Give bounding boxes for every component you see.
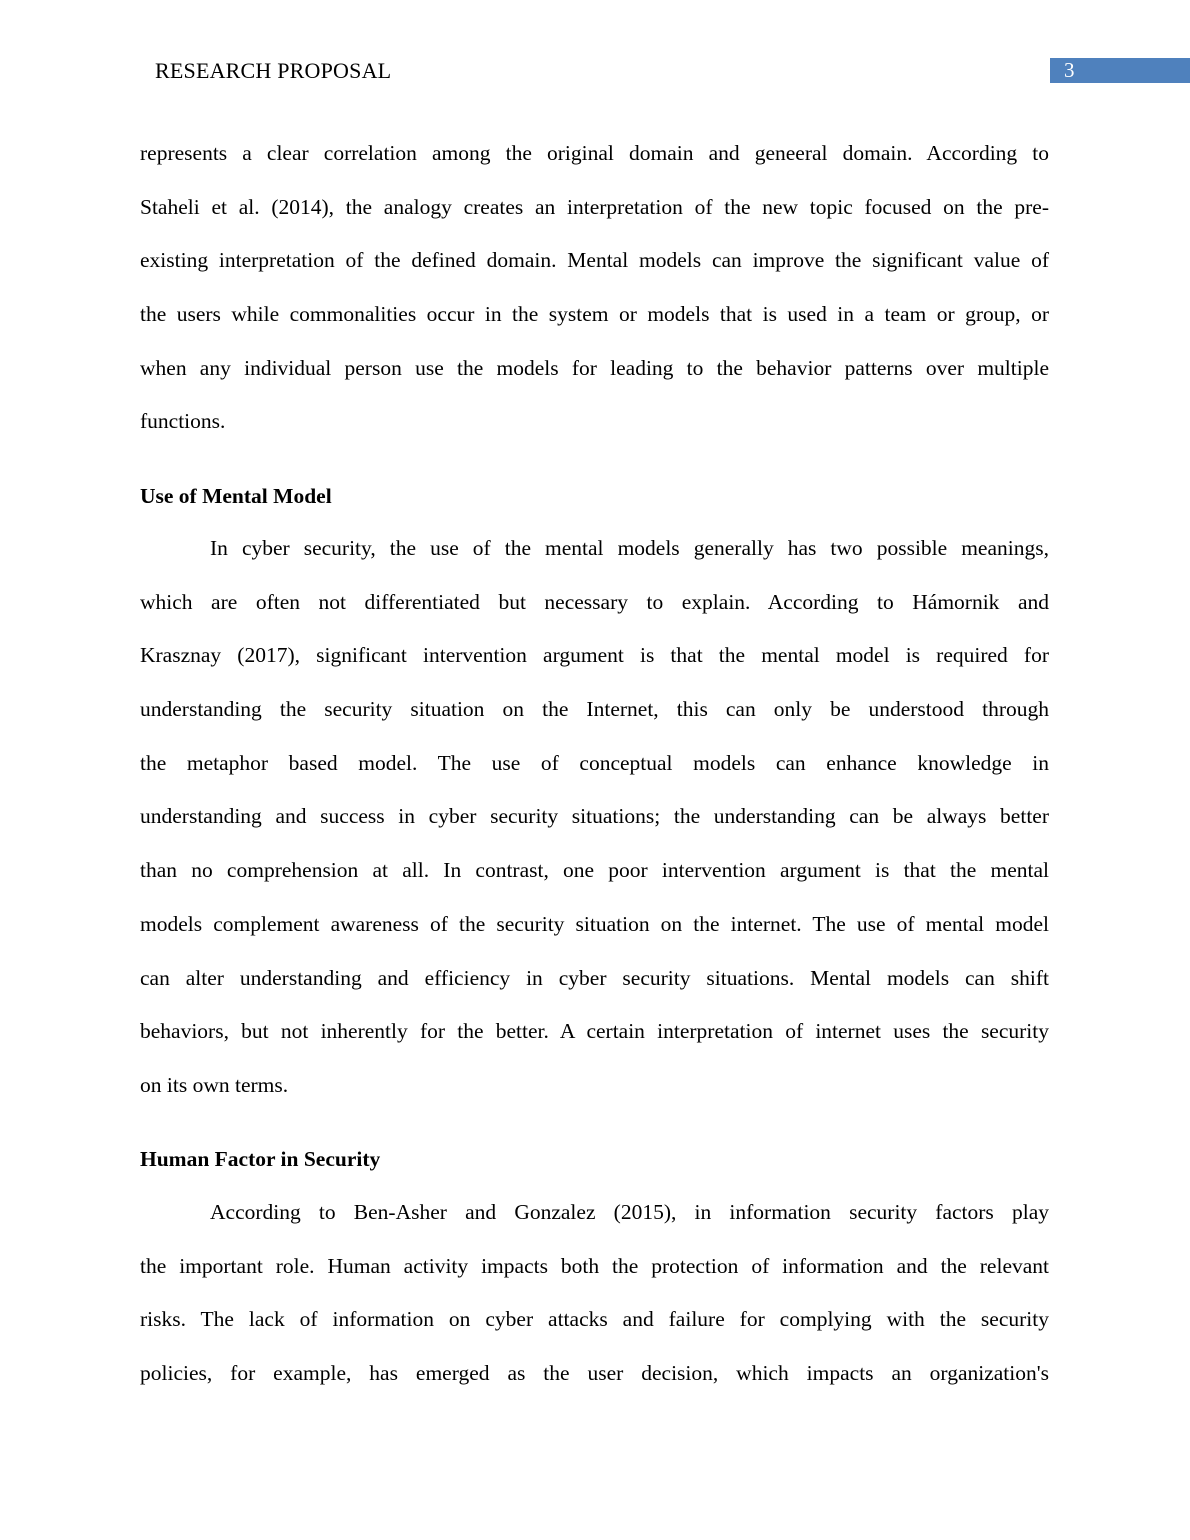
paragraph-1 xyxy=(140,127,1049,449)
text-line: risks. The lack of information on cyber attacks and failure for complying with the security xyxy=(140,1307,1049,1332)
section-heading-human-factor: Human Factor in Security xyxy=(140,1147,381,1171)
text-line: functions. xyxy=(140,409,226,434)
running-head: RESEARCH PROPOSAL xyxy=(155,58,392,83)
text-line: the important role. Human activity impacts both the protection of information and the relevant xyxy=(140,1253,1049,1278)
paragraph-mental-model xyxy=(140,522,1049,1113)
text-line: Krasznay (2017), significant intervention argument is that the mental model is required for xyxy=(140,643,1049,668)
text-line: behaviors, but not inherently for the better. A certain interpretation of internet uses the security xyxy=(140,1019,1049,1044)
text-line: the users while commonalities occur in the system or models that is used in a team or group, or xyxy=(140,302,1049,327)
text-line: on its own terms. xyxy=(140,1072,289,1097)
section-heading-mental-model: Use of Mental Model xyxy=(140,484,332,508)
page-number: 3 xyxy=(1064,58,1075,82)
page-number-box xyxy=(1050,58,1190,83)
text-line: In cyber security, the use of the mental models generally has two possible meanings, xyxy=(210,536,1049,560)
text-line: than no comprehension at all. In contrast, one poor intervention argument is that the mental xyxy=(140,858,1049,883)
text-line: understanding and success in cyber security situations; the understanding can be always better xyxy=(140,804,1049,829)
text-line: understanding the security situation on the Internet, this can only be understood through xyxy=(140,697,1049,722)
text-line: which are often not differentiated but necessary to explain. According to Hámornik and xyxy=(140,589,1049,614)
text-line: the metaphor based model. The use of conceptual models can enhance knowledge in xyxy=(140,750,1049,775)
text-line: represents a clear correlation among the original domain and geneeral domain. According to xyxy=(140,141,1049,165)
text-line: According to Ben-Asher and Gonzalez (2015), in information security factors play xyxy=(210,1200,1049,1224)
text-line: policies, for example, has emerged as the user decision, which impacts an organization's xyxy=(140,1361,1049,1386)
text-line: can alter understanding and efficiency in cyber security situations. Mental models can shift xyxy=(140,965,1049,990)
text-line: existing interpretation of the defined domain. Mental models can improve the significant value of xyxy=(140,248,1049,273)
text-line: Staheli et al. (2014), the analogy creates an interpretation of the new topic focused on the pre- xyxy=(140,194,1049,219)
paragraph-human-factor xyxy=(140,1186,1049,1401)
text-line: models complement awareness of the security situation on the internet. The use of mental model xyxy=(140,911,1049,936)
text-line: when any individual person use the models for leading to the behavior patterns over multiple xyxy=(140,355,1049,380)
